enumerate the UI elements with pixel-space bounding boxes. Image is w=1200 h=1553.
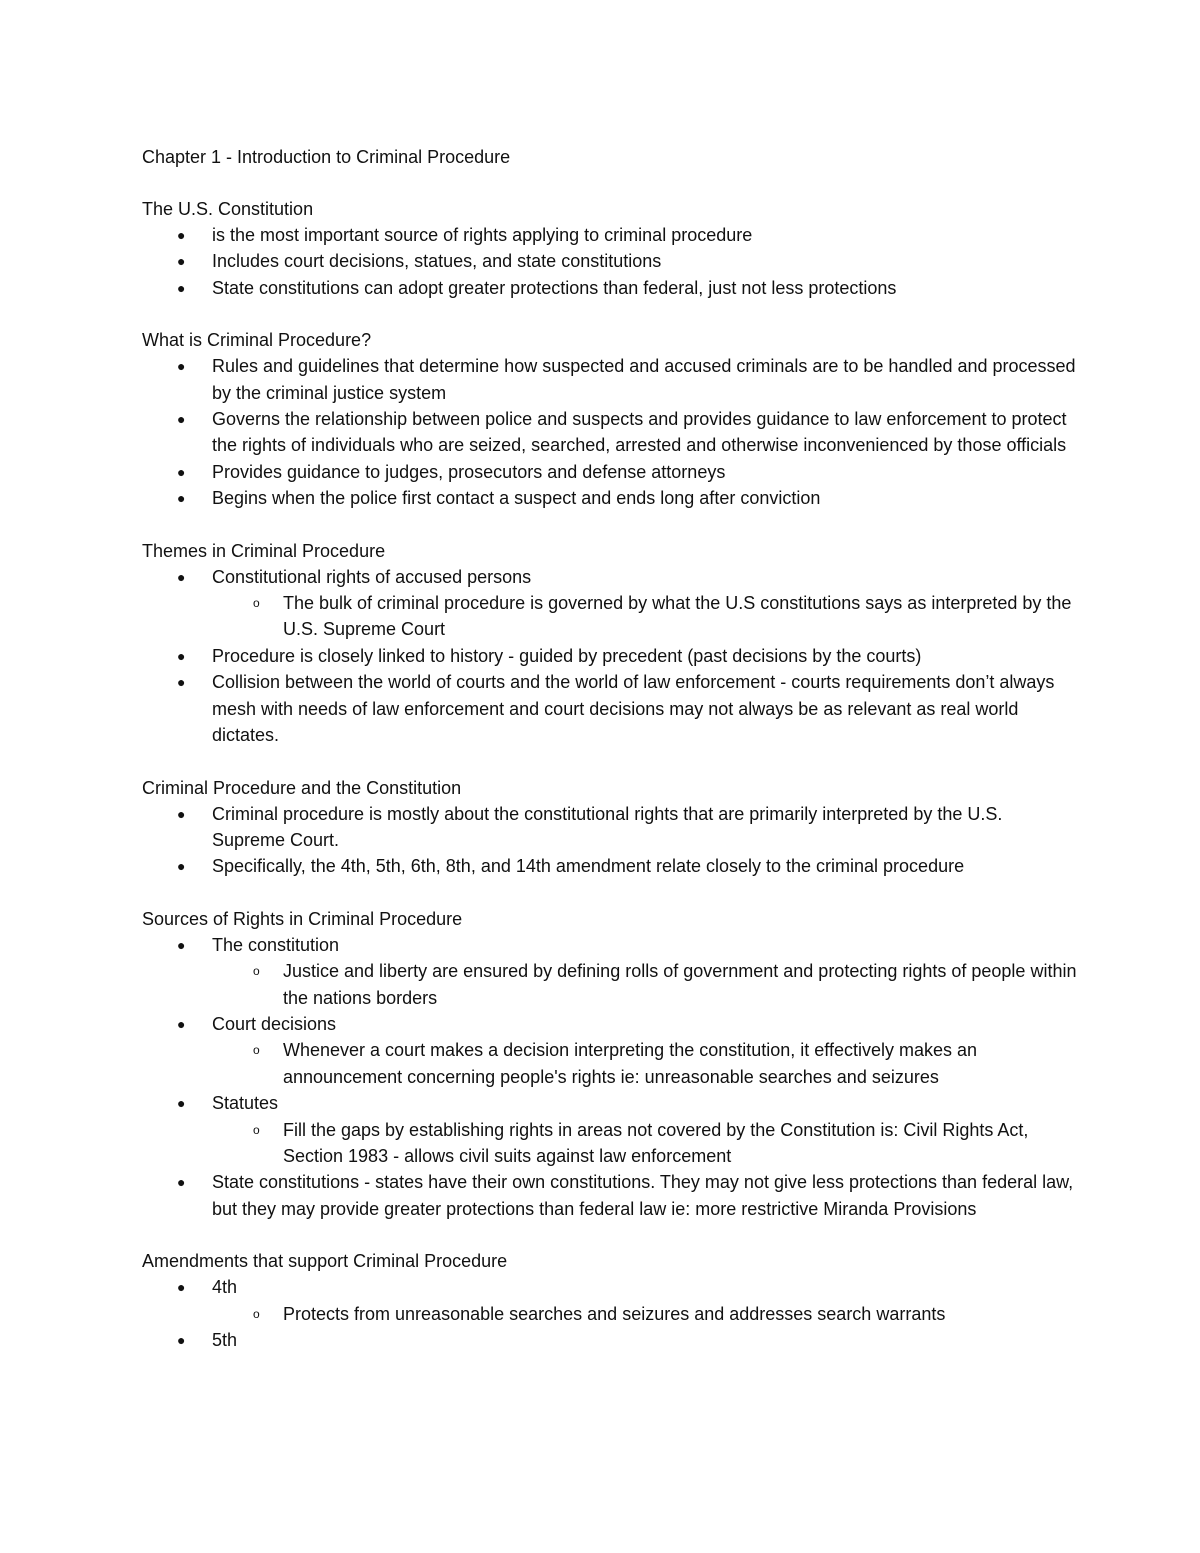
section-heading: What is Criminal Procedure? <box>142 330 372 351</box>
list-item <box>142 1169 1080 1222</box>
sub-bullet-list <box>212 1117 1080 1170</box>
list-item <box>142 801 1080 854</box>
list-item-text: Procedure is closely linked to history - guided by precedent (past decisions by the courts) <box>212 645 922 666</box>
list-item <box>142 564 1080 643</box>
bullet-icon: ● <box>177 358 186 375</box>
section <box>142 775 1080 880</box>
list-item-text: 5th <box>212 1330 238 1350</box>
list-item-text: Court decisions <box>212 1013 337 1034</box>
list-item-text: Collision between the world of courts and the world of law enforcement - courts requirements don’t always mesh with needs of law enforcement and court decisions may not always be as relevant as real world dictates. <box>212 672 1055 746</box>
list-item-text: Provides guidance to judges, prosecutors and defense attorneys <box>212 461 726 482</box>
hollow-bullet-icon: o <box>253 964 260 979</box>
list-item <box>142 1090 1080 1169</box>
list-item <box>142 222 1080 248</box>
sub-list-item <box>212 958 1080 1011</box>
list-item <box>142 248 1080 274</box>
sub-list-item <box>212 1117 1080 1170</box>
bullet-list <box>142 353 1080 511</box>
bullet-icon: ● <box>177 858 186 875</box>
bullet-icon: ● <box>177 1174 186 1191</box>
bullet-icon: ● <box>177 1332 186 1348</box>
document-title: Chapter 1 - Introduction to Criminal Procedure <box>142 147 511 167</box>
list-item-text: Constitutional rights of accused persons <box>212 566 532 587</box>
list-item-text: Governs the relationship between police and suspects and provides guidance to law enforcement to protect the rights of individuals who are seized, searched, arrested and otherwise inconvenienced by those officials <box>212 409 1067 456</box>
section <box>142 906 1080 1222</box>
bullet-icon: ● <box>177 253 186 270</box>
list-item-text: Includes court decisions, statues, and state constitutions <box>212 251 662 272</box>
bullet-icon: ● <box>177 1279 186 1296</box>
bullet-icon: ● <box>177 936 186 953</box>
list-item-text: The constitution <box>212 934 340 955</box>
bullet-icon: ● <box>177 647 186 664</box>
list-item <box>142 1274 1080 1327</box>
bullet-icon: ● <box>177 805 186 822</box>
hollow-bullet-icon: o <box>253 1122 260 1137</box>
bullet-icon: ● <box>177 227 186 243</box>
list-item-text: State constitutions - states have their own constitutions. They may not give less protections than federal law, but they may provide greater protections than federal law ie: more restrictive Miranda Provisions <box>212 1172 1074 1219</box>
bullet-icon: ● <box>177 568 186 585</box>
bullet-icon: ● <box>177 490 186 507</box>
list-item-text: Criminal procedure is mostly about the constitutional rights that are primarily interpreted by the U.S. Supreme Court. <box>212 803 1003 850</box>
list-item <box>142 459 1080 485</box>
hollow-bullet-icon: o <box>253 1306 260 1321</box>
list-item <box>142 275 1080 301</box>
section-heading: The U.S. Constitution <box>142 199 314 219</box>
list-item <box>142 932 1080 1011</box>
section-heading: Themes in Criminal Procedure <box>142 540 386 561</box>
sub-bullet-list <box>212 1037 1080 1090</box>
list-item <box>142 1011 1080 1090</box>
bullet-icon: ● <box>177 1095 186 1112</box>
sub-list-item <box>212 590 1080 643</box>
list-item <box>142 669 1080 748</box>
section-heading: Amendments that support Criminal Procedure <box>142 1251 508 1272</box>
list-item-text: Begins when the police first contact a suspect and ends long after conviction <box>212 488 821 509</box>
bullet-list <box>142 222 1080 301</box>
list-item <box>142 353 1080 406</box>
bullet-icon: ● <box>177 279 186 296</box>
list-item-text: Statutes <box>212 1093 279 1114</box>
list-item-text: Specifically, the 4th, 5th, 6th, 8th, and 14th amendment relate closely to the criminal procedure <box>212 856 965 877</box>
list-item-text: State constitutions can adopt greater protections than federal, just not less protections <box>212 277 897 298</box>
sub-list-item-text: Protects from unreasonable searches and seizures and addresses search warrants <box>283 1303 946 1324</box>
sub-list-item <box>212 1301 1080 1327</box>
list-item-text: Rules and guidelines that determine how suspected and accused criminals are to be handled and processed by the criminal justice system <box>212 356 1076 403</box>
sub-list-item-text: Justice and liberty are ensured by defining rolls of government and protecting rights of people within the nations borders <box>283 961 1077 1008</box>
bullet-icon: ● <box>177 1015 186 1032</box>
sub-list-item-text: The bulk of criminal procedure is governed by what the U.S constitutions says as interpreted by the U.S. Supreme Court <box>283 593 1072 640</box>
sub-bullet-list <box>212 590 1080 643</box>
list-item <box>142 406 1080 459</box>
list-item-text: 4th <box>212 1277 238 1298</box>
bullet-list <box>142 1274 1080 1353</box>
section <box>142 196 1080 301</box>
bullet-list <box>142 801 1080 880</box>
bullet-list <box>142 932 1080 1222</box>
hollow-bullet-icon: o <box>253 1043 260 1058</box>
section-heading: Sources of Rights in Criminal Procedure <box>142 908 463 929</box>
list-item <box>142 643 1080 669</box>
section <box>142 1248 1080 1353</box>
section <box>142 538 1080 749</box>
sub-bullet-list <box>212 958 1080 1011</box>
sub-list-item-text: Whenever a court makes a decision interpreting the constitution, it effectively makes an announcement concerning people's rights ie: unreasonable searches and seizures <box>283 1040 978 1087</box>
list-item-text: is the most important source of rights applying to criminal procedure <box>212 225 753 245</box>
list-item <box>142 485 1080 511</box>
sub-list-item <box>212 1037 1080 1090</box>
bullet-icon: ● <box>177 411 186 428</box>
list-item <box>142 853 1080 879</box>
sub-bullet-list <box>212 1301 1080 1327</box>
bullet-icon: ● <box>177 463 186 480</box>
hollow-bullet-icon: o <box>253 596 260 611</box>
sections-container <box>142 196 1080 1353</box>
sub-list-item-text: Fill the gaps by establishing rights in areas not covered by the Constitution is: Civil Rights Act, Section 1983 - allows civil suits against law enforcement <box>283 1119 1029 1166</box>
list-item <box>142 1327 1080 1353</box>
bullet-list <box>142 564 1080 749</box>
section-heading: Criminal Procedure and the Constitution <box>142 777 462 798</box>
section <box>142 327 1080 511</box>
bullet-icon: ● <box>177 674 186 691</box>
